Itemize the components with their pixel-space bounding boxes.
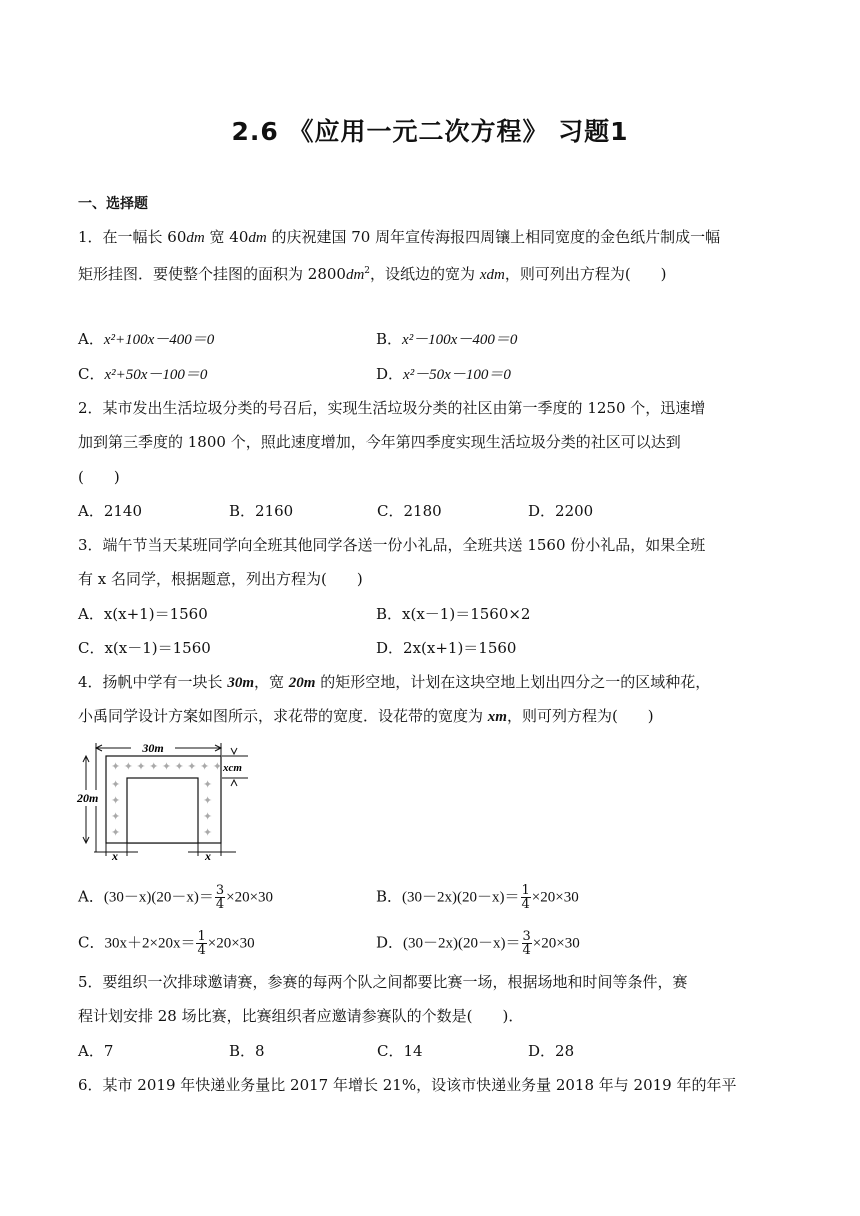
figure-xcm-label: xcm: [223, 762, 242, 774]
svg-text:✦: ✦: [111, 778, 121, 791]
svg-text:✦: ✦: [203, 810, 213, 823]
option-label: C．: [78, 365, 105, 383]
q5-line-2: 程计划安排 28 场比赛，比赛组织者应邀请参赛队的个数是( )．: [78, 1007, 524, 1025]
q1-text: 的庆祝建国 70 周年宣传海报四周镶上相同宽度的金色纸片制成一幅: [266, 228, 721, 246]
fraction: [215, 884, 225, 911]
option-label: B．: [376, 887, 403, 906]
q4-option-b[interactable]: [376, 884, 579, 911]
option-label: A．: [78, 887, 104, 906]
unit: dm: [186, 230, 205, 246]
q3-option-a[interactable]: A．x(x+1)＝1560: [78, 605, 208, 623]
variable: xdm: [479, 267, 505, 283]
denominator: 4: [197, 943, 206, 958]
q1-text: 1．在一幅长 60: [78, 228, 187, 246]
q2-line-1: 2．某市发出生活垃圾分类的号召后，实现生活垃圾分类的社区由第一季度的 1250 个，迅速增: [78, 399, 706, 417]
svg-text:✦: ✦: [111, 794, 121, 807]
option-equation: (30－2x)(20－x)＝: [403, 935, 521, 952]
numerator: 3: [522, 929, 531, 944]
option-equation: 30x＋2×20x＝: [104, 935, 196, 952]
figure-x-left-label: x: [112, 849, 118, 862]
q4-line-1: [78, 672, 710, 693]
q2-line-3: ( ): [78, 468, 120, 486]
option-equation: (30－x)(20－x)＝: [103, 889, 214, 906]
svg-text:✦: ✦: [203, 778, 213, 791]
svg-text:✦: ✦: [111, 810, 121, 823]
q5-option-b[interactable]: B．8: [229, 1042, 265, 1060]
numerator: 1: [197, 929, 206, 944]
value: 20m: [288, 675, 316, 691]
svg-text:✦: ✦: [203, 826, 213, 839]
option-label: A．: [78, 330, 104, 348]
figure-width-label: 30m: [142, 741, 164, 755]
unit: dm: [345, 267, 365, 283]
option-equation: ×20×30: [207, 935, 255, 952]
option-label: C．: [78, 933, 105, 952]
q1-option-c[interactable]: [78, 364, 207, 385]
svg-text:✦ ✦ ✦ ✦ ✦ ✦ ✦ ✦ ✦: ✦ ✦ ✦ ✦ ✦ ✦ ✦ ✦ ✦: [111, 760, 222, 773]
q3-option-b[interactable]: B．x(x－1)＝1560×2: [376, 605, 531, 623]
unit: dm: [248, 230, 267, 246]
q3-line-1: 3．端午节当天某班同学向全班其他同学各送一份小礼品，全班共送 1560 份小礼品，如果全班: [78, 536, 706, 554]
q1-text: ，设纸边的宽为: [370, 265, 480, 283]
q5-option-a[interactable]: A．7: [78, 1042, 114, 1060]
q4-option-a[interactable]: [78, 884, 273, 911]
q5-line-1: 5．要组织一次排球邀请赛，参赛的每两个队之间都要比赛一场，根据场地和时间等条件，赛: [78, 973, 688, 991]
q4-text: 小禹同学设计方案如图所示，求花带的宽度．设花带的宽度为: [78, 707, 488, 725]
q4-text: ，宽: [253, 673, 289, 691]
q5-option-c[interactable]: C．14: [377, 1042, 423, 1060]
option-label: D．: [376, 933, 404, 952]
svg-text:✦: ✦: [203, 794, 213, 807]
fraction: [196, 930, 206, 957]
option-equation: (30－2x)(20－x)＝: [402, 889, 520, 906]
q4-option-c[interactable]: [78, 930, 255, 957]
q4-text: 的矩形空地，计划在这块空地上划出四分之一的区域种花，: [315, 673, 711, 691]
denominator: 4: [521, 897, 530, 912]
q3-line-2: 有 x 名同学，根据题意，列出方程为( ): [78, 570, 363, 588]
denominator: 4: [522, 943, 531, 958]
q5-option-d[interactable]: D．28: [528, 1042, 575, 1060]
denominator: 4: [215, 897, 225, 912]
q2-line-2: 加到第三季度的 1800 个，照此速度增加，今年第四季度实现生活垃圾分类的社区可以达到: [78, 433, 681, 451]
q6-line-1: 6．某市 2019 年快递业务量比 2017 年增长 21%，设该市快递业务量 2018 年与 2019 年的年平: [78, 1076, 737, 1094]
q1-line-1: [78, 227, 720, 248]
superscript: 2: [364, 266, 371, 276]
svg-text:✦: ✦: [111, 826, 121, 839]
q1-text: 矩形挂图．要使整个挂图的面积为 2800: [78, 265, 346, 283]
q4-option-d[interactable]: [376, 930, 580, 957]
q4-text: ，则可列方程为( ): [506, 707, 654, 725]
q4-line-2: [78, 706, 654, 727]
option-label: D．: [376, 365, 404, 383]
option-equation: x²－50x－100＝0: [403, 367, 511, 383]
q1-line-2: [78, 261, 667, 285]
option-equation: ×20×30: [226, 889, 274, 906]
numerator: 3: [215, 883, 225, 898]
fraction: [522, 930, 532, 957]
value: 30m: [227, 675, 254, 691]
q1-option-a[interactable]: [78, 329, 214, 350]
q2-option-b[interactable]: B．2160: [229, 502, 294, 520]
q1-text: ，则可列出方程为( ): [504, 265, 667, 283]
page-title: 2.6 《应用一元二次方程》 习题1: [231, 117, 629, 146]
q1-option-d[interactable]: [376, 364, 511, 385]
option-equation: ×20×30: [531, 889, 579, 906]
q1-text: 宽 40: [204, 228, 249, 246]
q2-option-a[interactable]: A．2140: [78, 502, 143, 520]
q2-option-d[interactable]: D．2200: [528, 502, 594, 520]
q2-option-c[interactable]: C．2180: [377, 502, 442, 520]
figure-x-right-label: x: [205, 849, 211, 862]
q3-option-c[interactable]: C．x(x－1)＝1560: [78, 639, 211, 657]
section-title: 一、选择题: [78, 196, 148, 212]
option-equation: x²－100x－400＝0: [402, 332, 518, 348]
variable: xm: [487, 709, 507, 725]
q3-option-d[interactable]: D．2x(x+1)＝1560: [376, 639, 517, 657]
q1-option-b[interactable]: [376, 329, 517, 350]
fraction: [521, 884, 531, 911]
option-equation: ×20×30: [532, 935, 580, 952]
q4-text: 4．扬帆中学有一块长: [78, 673, 228, 691]
numerator: 1: [521, 883, 530, 898]
option-equation: x²+50x－100＝0: [104, 367, 208, 383]
option-equation: x²+100x－400＝0: [103, 332, 215, 348]
figure-height-label: 20m: [77, 791, 99, 805]
option-label: B．: [376, 330, 403, 348]
q4-figure-diagram: [76, 740, 256, 862]
